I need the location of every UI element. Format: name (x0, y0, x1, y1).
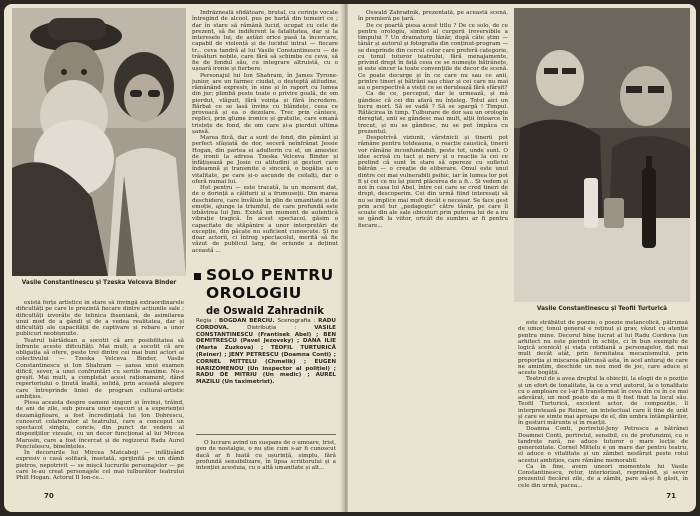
credit-role: Distribuția : (247, 324, 315, 331)
paragraph: Oswald Zahradnik, prezentată, pe această scenă, în premieră pe țară. (358, 10, 508, 23)
paragraph: Piesa aceasta despre oameni singuri și învinși, trăind, de ani de zile, sub povara unor eșecuri și a experienței dezamăgitoare, a fost încredințată lui Ion Dobrescu, cunoscut colaborator al teatrului, care a conceput un spectacol simplu, concis, din punct de vedere al dispozițiilor vizuale, cu un decor funcțional al lui Mircea Marosin, care a fost încercat și de regizorul Radu Aurel Penciulescu, bineînțeles. (16, 400, 184, 450)
paragraph: Ca de ce, perceput, dar le urmează, și mă gândesc că cei din afară nu înțeleg. Totul aici un lucru mort. Să se vadă ? Să se spargă ! Timpul. Rătăcirea în timp. Tulburare de dor sau un orologiu deregtat, unii se gândesc mai mult, alții întoarce în trecut, și nu se gândesc, nu se pot împăca cu prezentul. (358, 91, 508, 135)
right-column-2 (518, 320, 688, 502)
production-credits (196, 318, 336, 386)
paragraph: Despotrivă viziunii, vârstnicii și tinerii pot rămâne pentru totdeauna, o reacție caustică, tinerii vor rămâne inconfundabili, peste tot, unde sunt. O idee scrisă cu tact și nerv și o reacție la cei ce pretind că sunt în stare să opereze cu sufletul bătrân — o creație de eliberare. Omul este unul dintre cei mai vulnerabili psihic, iar în lumea lor pot fi și cei ce nu își pierd plăcerea de a fi... Și vedem și noi în casa lui Abel, între cei care se cred tineri de drept, descoperim. Cei din urmă fiind interesați să nu se implice mai mult decât e necesar. Se face gest prin acel tur „pedagogic” către tânăr, pe care îl scoate din ale sale obiceiuri prin puterea lui de a nu se gândi la viitor, oricât de sumbru ar fi pentru fiecare... (358, 135, 508, 229)
paragraph: Teatrul bârlădean a socotit că are posibilitatea să înfrunte aceste dificultăți. Mai mult, a socotit că are obligația să ofere, peste trei dintre cei mai buni actori ai colectivului — Tzeska Velceva Binder, Vasile Constantinescu și Ion Shahram — șansa unui examen dificil, sever, a unei confruntări cu seriile maxime. Nu-s greșit. Mai mult, a completat acest raționament, dând repertoriului o ținută înaltă, solidă, prin această alegere care întreprinde liniei de program cultural-artistic ambițios. (16, 337, 184, 400)
credits-divider (196, 434, 336, 435)
left-column-1 (16, 300, 184, 508)
credit-role: Regia : (196, 318, 220, 324)
credit-role: Scenografia : (277, 318, 319, 324)
paragraph: De ce poartă piesa acest titlu ? De ce solo, de ce pentru orologiu, simbol al curgerii ireversibile a timpului ? Un dramaturg tânăr, după câte știm — tânăr și autorul și fotografia din conținut-program — se desprinde din cercul celor care preferă categorie, cu tonul tuturor teatrului, fără menajamente, privind drept în față ceea ce se numește bătrânețe, și este sincer la toate convențiile de decor de scenă. Ce poate decurge și în ce care nu sau ce anii, printre tineri și bătrâni sau chiar și cei care nu mai au o perspectivă a vieții ce se derulează fără sfârșit? (358, 22, 508, 91)
photo-constantinescu-turturica (514, 8, 690, 302)
play-title-line-1: SOLO PENTRU (206, 266, 334, 284)
play-title-block (194, 266, 339, 317)
paragraph: Teatrul de a avea dreptul la obiecții, la elogii de o poziție și un efort de tonalitate, la ce a vrut autorul, la o tonalitate cu o amploare ce l-ar fi transformat în ceva din ce în ce mai adevărat, un mod poate de a nu fi fost fixat la locul său. Teofil Turturică, excelent actor, de compoziție, îl interpretează pe Reiner, un intelectual care îi tine de urât și care se simte mai aproape de el, din umbra întâmplărilor, în gesturi mărunte și în reacții. (518, 376, 688, 426)
paragraph: este străbătut de poezie, o poezie melancolică, pătrunsă de umor, tonul general e reținut și grav, văzut cu atenție pentru mine. Decorul bine lucrat al lui Radu Cordova (un arhitect nu este pierdut în schițe, ci în bun exemplu de logică scenică) și viața cotidiană a personajelor, dat mai mult decât atât, prin fermitatea mecanismului, prin proporția și mișcarea pătrunsă asta, în acel anturaj de care ne amintim, deschide un nou mod de joc, care aduce și aceste bogății. (518, 320, 688, 376)
page-number-left: 70 (44, 492, 54, 500)
paragraph: Ca în fine, avem uneori momentele lui Vasile Constantinescu, retur, interiorizat, reprimând, și sever prezentul fiecărei zile, de a zâmbi, pare să-și fi găsit, în cele din urmă, pacea... (518, 463, 688, 489)
photo-constantinescu-velceva-binder (12, 8, 186, 276)
paragraph: Îndrăzneală sfidătoare, brutal, cu cerințe vocale întregind de alcool, pus pe harță din temeiri ce ; dar în stare să rămână lucid, ocupat cu cele de prezent, să fie indiferent la fatalitatea, dar și la interesele lui, de astăzi orice pasă la încercare, capabil de violență și de lucidul intrat — fiecare tr... ceva tandră al lui Vasile Constantinescu — de trăsături nobile, care fără să schimbe cu ceva, să fie de fondul său, cu integrare altruistă, cu o ușoară ironie și fierbere. (192, 10, 338, 73)
paragraph: În decorurile lui Mircea Matcaboji — infățișând expresiv o casă solitară, însetată, sprijinită pe un dâmb pietros, nepotrivit — se mișcă lucrurile personajelor — pe care le-au creat personajele cel mai tulburător teatrului Phill Hogan. Actorul Il Ion-ce... (16, 450, 184, 481)
paragraph: Marea fiică, dar a sunt de fond, din pământ și perfect sfâșiată de dor, seceră neînfrânat Jessie Hogan, din partea ei adulterin cu el, un amestec de ironii la adresa Tzeska Velceva Binder și înfățișează pe Josie cu atitudini și gesturi care îndeamnă și transmite o sinceră, o bogăție și o vitalitate, pe care și-o ascunde de ceilalți, dar o oferă numai lui. (192, 135, 338, 185)
credit-name: VASILE CONSTANTINESCU (Frantisek Abel) ; BEN DEMITRESCU (Pavel Jezovsky) ; DANA ILIE (Marta Zuzkova) ; TEOFIL TURTURICĂ (Reiner) ; JENY PETRESCU (Doamna Conti) ; CORNEL MITTELU (Chmelik) ; EUGEN HARIZOMENOU (Un inspector al poliției) ; RADU DE MITRIU (Un medic) ; AUREL MAZILU (Un taximetrist). (196, 324, 336, 386)
paragraph: Hot pentru — este tracată, la un moment dat, de o dorință a căldurii și a frumuseții. Din marea deschidere, care învăluie în plin de umanitate și de emoție, ajunge la triumful, de care profundă este izbăvirea lui Jim. Există un moment de autentică vibrație tragică. În acest spectacol, găsim o capacitate de stăpânire a unor interpretări de excepție, din păcate nu suficient cunoscute. Și nu doar actorii, ci întreg spectacolul, merită să fie văzut de publicul larg, de oriunde a deținut această ... (192, 185, 338, 254)
left-column-2 (192, 10, 338, 260)
title-bullet-icon (194, 273, 201, 280)
play-title-line-2: OROLOGIU (206, 284, 302, 302)
paragraph: există forțe artistice în stare să învingă extraordinarele dificultăți pe care le prezintă fiecare dintre acțiunile sale ; dificultăți izvorâte de tehnica ibseniană, de asimilarea unui mod de a gândi și de a vedea realitatea, dar și dificultăți ale capacității de captivare și rebare a unor publicuri neobișnuite. (16, 300, 184, 338)
right-page (348, 4, 696, 512)
credit-name: BOGDAN BERCIU. (219, 318, 278, 324)
right-column-1 (358, 10, 508, 504)
left-photo-caption: Vasile Constantinescu și Tzeska Velceva Binder (21, 280, 177, 286)
right-photo-caption: Vasile Constantinescu și Teofil Turturică (536, 306, 668, 312)
play-author: de Oswald Zahradnik (206, 304, 324, 317)
paragraph: O lucrare avînd un suspans de o umoare, trist, gen de nostalgie, o nu știe cum s-ar fi cunoscut dacă ar fi luată cu ușurință, simplu, fără profundă sensibilizare, în lipsa scriitorului și a intenției acestuia, cu o altă umanitate și alt... (196, 440, 336, 471)
paragraph: Doamna Conti, portretul-Jeny Petrescu a bătrânei Doamnei Conti, portretul, sensibil, cu de profunzimi, cu o tandrețe rară, ne aduce tuturor o mare lecție de generozitate. Cornel Mittelu e un mare dar pentru teatru, el aduce o vitalitate și un zâmbet nesfârșit peste rolul acestui ambițios, care rămâne memorabil. (518, 426, 688, 464)
left-page (4, 4, 344, 512)
paragraph: Personajul lui Ion Shahram, în James Tyrone-junior, are un farmec ciudat, o deșteptă atitudine, rămânând expresiv, în sine și în raport cu lumea din jur; plimbă peste toate o privire goală, de om pierdut, vlăguit, fără voința și fără încredere. Bărbat ce se lasă învins cu blândețe, ceea ce provoacă și ea o dezolare. Trec prin cântece, replici, prin glume ironice și gratuite, care emană tristețe de fond, de om care și-a pierdut ultima șansă. (192, 72, 338, 135)
left-column-2-bottom (196, 440, 336, 506)
credit-name: RADU CORDOVA. (196, 318, 336, 331)
page-number-right: 71 (666, 492, 676, 500)
